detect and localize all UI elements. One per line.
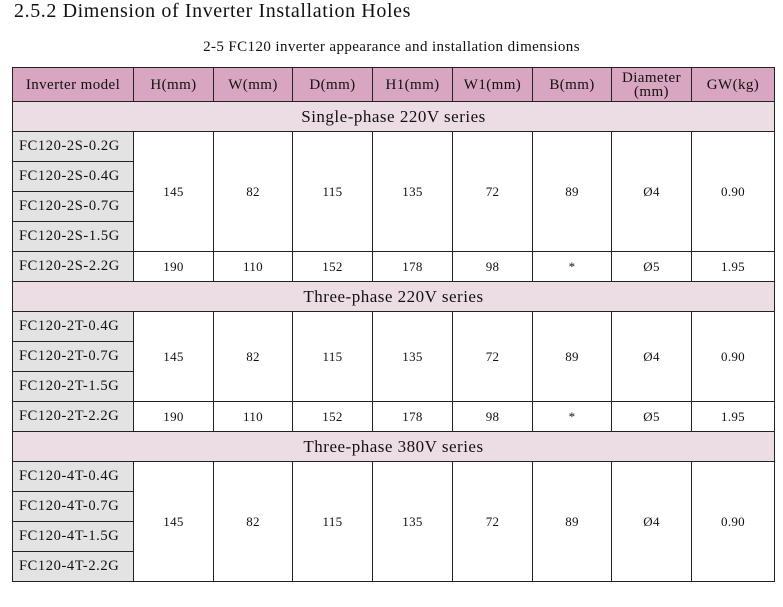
h1-value: 135: [373, 312, 453, 402]
model-cell: FC120-2S-0.7G: [13, 192, 134, 222]
series-title: Single-phase 220V series: [13, 102, 775, 132]
series-title: Three-phase 220V series: [13, 282, 775, 312]
gw-value: 1.95: [692, 402, 775, 432]
h-value: 145: [134, 312, 214, 402]
model-cell: FC120-4T-1.5G: [13, 522, 134, 552]
model-cell: FC120-2T-2.2G: [13, 402, 134, 432]
header-d: D(mm): [293, 68, 373, 102]
model-cell: FC120-2S-0.2G: [13, 132, 134, 162]
model-cell: FC120-2T-1.5G: [13, 372, 134, 402]
table-row: [13, 462, 775, 492]
h1-value: 135: [373, 462, 453, 582]
diameter-value: Ø5: [612, 252, 692, 282]
model-cell: FC120-4T-0.7G: [13, 492, 134, 522]
gw-value: 0.90: [692, 312, 775, 402]
header-diameter: [612, 68, 692, 102]
model-cell: FC120-4T-2.2G: [13, 552, 134, 582]
w-value: 82: [214, 312, 293, 402]
d-value: 152: [293, 402, 373, 432]
series-row: [13, 282, 775, 312]
header-h: H(mm): [134, 68, 214, 102]
diameter-value: Ø4: [612, 462, 692, 582]
d-value: 152: [293, 252, 373, 282]
diameter-value: Ø4: [612, 132, 692, 252]
header-w: W(mm): [214, 68, 293, 102]
h1-value: 178: [373, 252, 453, 282]
gw-value: 1.95: [692, 252, 775, 282]
table-row: [13, 132, 775, 162]
h-value: 190: [134, 252, 214, 282]
diameter-value: Ø4: [612, 312, 692, 402]
b-value: 89: [533, 312, 612, 402]
series-title: Three-phase 380V series: [13, 432, 775, 462]
w-value: 110: [214, 402, 293, 432]
gw-value: 0.90: [692, 132, 775, 252]
header-h1: H1(mm): [373, 68, 453, 102]
w1-value: 72: [453, 312, 533, 402]
diameter-value: Ø5: [612, 402, 692, 432]
w1-value: 72: [453, 132, 533, 252]
model-cell: FC120-2T-0.4G: [13, 312, 134, 342]
h-value: 145: [134, 132, 214, 252]
model-cell: FC120-2S-1.5G: [13, 222, 134, 252]
series-row: [13, 432, 775, 462]
header-gw: GW(kg): [692, 68, 775, 102]
h1-value: 178: [373, 402, 453, 432]
h-value: 145: [134, 462, 214, 582]
w-value: 82: [214, 462, 293, 582]
table-row: [13, 402, 775, 432]
gw-value: 0.90: [692, 462, 775, 582]
model-cell: FC120-2T-0.7G: [13, 342, 134, 372]
model-cell: FC120-4T-0.4G: [13, 462, 134, 492]
w1-value: 98: [453, 252, 533, 282]
w-value: 110: [214, 252, 293, 282]
model-cell: FC120-2S-0.4G: [13, 162, 134, 192]
table-row: [13, 252, 775, 282]
b-value: *: [533, 252, 612, 282]
table-caption: 2-5 FC120 inverter appearance and installation dimensions: [203, 39, 580, 55]
b-value: *: [533, 402, 612, 432]
h-value: 190: [134, 402, 214, 432]
b-value: 89: [533, 462, 612, 582]
d-value: 115: [293, 312, 373, 402]
header-diameter-line2: (mm): [634, 83, 669, 100]
dimensions-table: [12, 67, 775, 582]
section-heading: 2.5.2 Dimension of Inverter Installation Holes: [14, 0, 411, 22]
table-row: [13, 312, 775, 342]
w1-value: 98: [453, 402, 533, 432]
h1-value: 135: [373, 132, 453, 252]
header-row: [13, 68, 775, 102]
w-value: 82: [214, 132, 293, 252]
d-value: 115: [293, 132, 373, 252]
header-w1: W1(mm): [453, 68, 533, 102]
model-cell: FC120-2S-2.2G: [13, 252, 134, 282]
d-value: 115: [293, 462, 373, 582]
w1-value: 72: [453, 462, 533, 582]
header-diameter-line1: Diameter: [621, 69, 681, 86]
b-value: 89: [533, 132, 612, 252]
series-row: [13, 102, 775, 132]
header-inverter-model: Inverter model: [13, 68, 134, 102]
header-b: B(mm): [533, 68, 612, 102]
